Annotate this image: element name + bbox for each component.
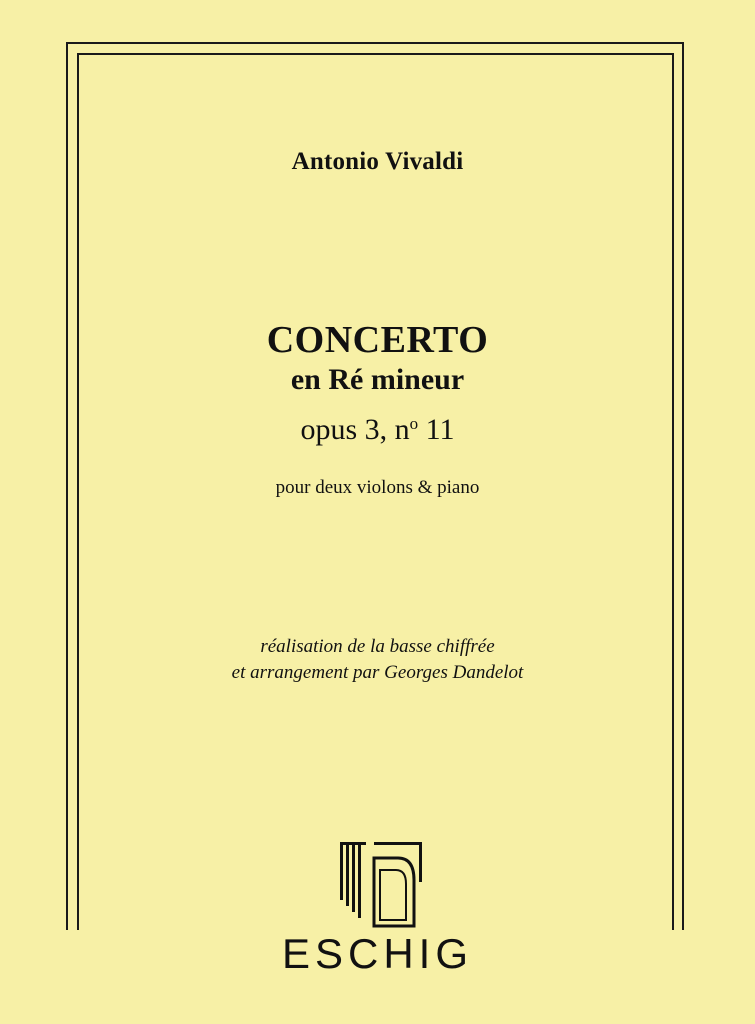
publisher-name xyxy=(0,930,755,978)
opus-number xyxy=(0,413,755,447)
instrumentation: pour deux violons & piano xyxy=(275,477,480,498)
credit-line-2: et arrangement par Georges Dandelot xyxy=(231,662,524,683)
work-key: en Ré mineur xyxy=(290,363,465,396)
inner-border xyxy=(77,53,674,959)
work-title: CONCERTO xyxy=(266,319,489,361)
opus-num: 11 xyxy=(418,413,455,446)
credit-line-1: réalisation de la basse chiffrée xyxy=(260,636,495,657)
opus-main: opus 3, n xyxy=(300,413,410,446)
composer-name: Antonio Vivaldi xyxy=(291,148,464,175)
opus-sup: o xyxy=(409,414,419,433)
publisher-logo-icon xyxy=(338,840,424,930)
publisher-label: ESCHIG xyxy=(272,930,483,977)
